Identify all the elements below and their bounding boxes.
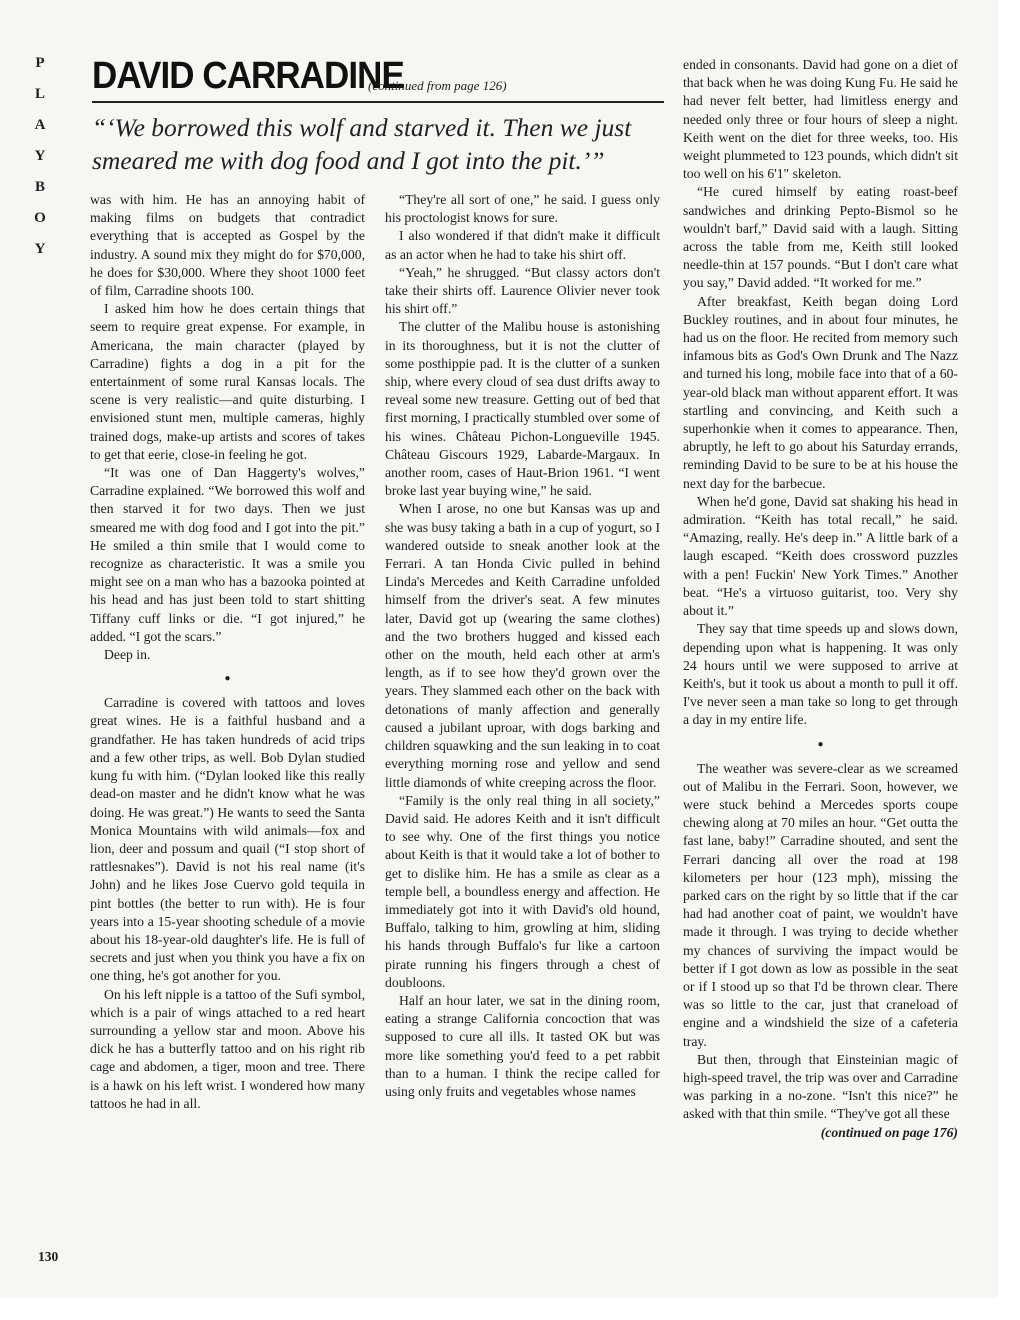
side-letter: Y <box>34 148 46 164</box>
continued-on-note: (continued on page 176) <box>820 1124 958 1140</box>
paragraph: On his left nipple is a tattoo of the Sufi symbol, which is a pair of wings attached to a red heart surrounding a yellow star and moon. Above his dick he has a butterfly tattoo and on his right rib cage and abdomen, a tiger, moon and tree. There is a hawk on his left wrist. I wondered how many tattoos he had in all. <box>90 986 365 1111</box>
paragraph: When he'd gone, David sat shaking his head in admiration. “Keith has total recall,” he said. “Amazing, really. He's deep in.” A little bark of a laugh escaped. “Keith does crossword puzzles with a pen! Fuckin' New York Times.” Another beat. “He's a virtuoso guitarist, too. Very shy about it.” <box>683 493 958 619</box>
paragraph: “Yeah,” he shrugged. “But classy actors don't take their shirts off. Laurence Olivier never took his shirt off.” <box>385 264 660 317</box>
paragraph: The weather was severe-clear as we screamed out of Malibu in the Ferrari. Soon, however, we were stuck behind a Mercedes sports coupe chewing along at 70 miles an hour. “Get outta the fast lane, baby!” Carradine shouted, and sent the Ferrari dancing all over the road at 198 kilometers per hour (123 mph), missing the parked cars on the right by so little that if the car had had another coat of paint, we wouldn't have made it through. I was trying to decide whether my chances of surviving the impact would be better if I got down as low as possible in the seat or if I stood up so that I'd be thrown clear. There was so little to the car, just that craneload of engine and a windshield the size of a cafeteria tray. <box>683 760 958 1049</box>
pull-quote: “‘We borrowed this wolf and starved it. Then we just smeared me with dog food and I got into the pit.’” <box>92 113 632 175</box>
paragraph: After breakfast, Keith began doing Lord Buckley routines, and in about four minutes, he had us on the floor. He recited from memory such infamous bits as God's Own Drunk and The Nazz and turned his long, mobile face into that of a 60-year-old black man without apparent effort. It was startling and convincing, and Keith such a superhonkie when it comes to appearance. Then, abruptly, he left to go about his Saturday errands, reminding David to be sure to be at his house the next day for the barbecue. <box>683 293 958 491</box>
side-letter: P <box>35 55 45 71</box>
paragraph: I asked him how he does certain things that seem to require great expense. For example, in Americana, the main character (played by Carradine) fights a dog in a pit for the entertainment of some rural Kansas locals. The scene is very realistic—and quite disturbing. I envisioned stunt men, multiple cameras, highly trained dogs, make-up artists and scores of takes to get that eerie, close-in feeling he got. <box>90 301 365 462</box>
text-column-2 <box>385 191 660 1101</box>
page-number: 130 <box>38 1249 59 1264</box>
paragraph: I also wondered if that didn't make it difficult as an actor when he had to take his shirt off. <box>385 228 660 262</box>
paragraph: “They're all sort of one,” he said. I guess only his proctologist knows for sure. <box>385 192 660 226</box>
side-letter: A <box>34 117 46 133</box>
paragraph: “It was one of Dan Haggerty's wolves,” Carradine explained. “We borrowed this wolf and then starved it for two days. Then we just smeared me with dog food and I got into the pit.” He smiled a thin smile that I would come to recognize as characteristic. It was a smile you might see on a man who has a bazooka pointed at his head and has just been told to start shitting Tiffany cuff links or die. “I got injured,” he added. “I got the scars.” <box>90 465 365 644</box>
scan-border-bottom <box>0 1298 1020 1320</box>
paragraph: Half an hour later, we sat in the dining room, eating a strange California concoction that was supposed to cure all ills. It tasted OK but was more like something you'd feed to a pet rabbit than to a human. I think the recipe called for using only fruits and vegetables whose names <box>385 992 660 1099</box>
paragraph: ended in consonants. David had gone on a diet of that back when he was doing Kung Fu. He said he had never felt better, had limitless energy and needed only three or four hours of sleep a night. Keith went on the diet for three weeks, too. His weight plummeted to 123 pounds, which didn't sit too well on his 6'1" skeleton. <box>683 57 958 182</box>
side-letter: Y <box>34 241 46 257</box>
paragraph: was with him. He has an annoying habit of making films on budgets that contradict everything that is accepted as Gospel by the industry. A sound mix they might do for $70,000, he does for $30,000. Where they shoot 1000 feet of film, Carradine shoots 100. <box>90 192 365 299</box>
side-letter: O <box>34 210 46 226</box>
paragraph: When I arose, no one but Kansas was up and she was busy taking a bath in a cup of yogurt, so I wandered outside to sneak another look at the Ferrari. A tan Honda Civic pulled in behind Linda's Mercedes and Keith Carradine unfolded himself from the driver's seat. A few minutes later, David got up (wearing the same clothes) and the two brothers hugged and kissed each other on the mouth, held each other at arm's length, as if to see how they'd grown over the years. They slammed each other on the back with detonations of manly affection and generally caused a jubilant uproar, with dogs barking and children squawking and the sun leaking in to coat everything morning rose and yellow and send little diamonds of white creeping across the floor. <box>385 501 660 790</box>
section-separator: ● <box>224 673 231 685</box>
paragraph: They say that time speeds up and slows down, depending upon what is happening. It was only 24 hours until we were supposed to arrive at Keith's, but it took us about a month to pull it off. I've never seen a man take so long to get through a day in my entire life. <box>683 621 958 728</box>
paragraph: Deep in. <box>104 647 151 663</box>
paragraph: “Family is the only real thing in all society,” David said. He adores Keith and it isn't difficult to see why. One of the first things you notice about Keith is that it would take a lot of bother to get to dislike him. He has a smile as clear as a temple bell, a boundless energy and affection. He immediately got into it with David's old hound, Buffalo, talking to him, growling at him, sliding his hands through Buffalo's fur like a cartoon pirate running his fingers through a chest of doubloons. <box>385 792 660 990</box>
article-title: DAVID CARRADINE <box>92 55 404 97</box>
paragraph: The clutter of the Malibu house is astonishing in its thoroughness, but it is not the clutter of some posthippie pad. It is the clutter of a sunken ship, where every cloud of sea dust drifts away to reveal some new treasure. Getting out of bed that first morning, I practically stumbled over some of his wines. Château Pichon-Longueville 1945. Château Giscours 1929, Labarde-Margaux. In another room, cases of Haut-Brion 1961. “I went broke last year buying wine,” he said. <box>385 319 660 499</box>
text-column-1 <box>90 191 365 1113</box>
side-letter: B <box>34 179 45 195</box>
text-column-3 <box>683 56 958 1142</box>
continued-from-note: (continued from page 126) <box>368 78 507 93</box>
side-letter: L <box>34 86 45 102</box>
header-rule <box>92 101 664 103</box>
scan-border-right <box>998 0 1020 1320</box>
section-separator: ● <box>817 738 824 750</box>
article-header <box>92 55 662 101</box>
magazine-side-title <box>28 48 52 265</box>
paragraph: Carradine is covered with tattoos and loves great wines. He is a faithful husband and a grandfather. He has taken hundreds of acid trips and a few other trips, as well. Bob Dylan studied kung fu with him. (“Dylan looked like this really dead-on master and he didn't know what he was doing. He was great.”) He wants to seed the Santa Monica Mountains with wild animals—fox and lion, deer and possum and quail (“I stop short of rattlesnakes”). David is not his real name (it's John) and he likes Jose Cuervo gold tequila in pint bottles (the better to run with). He is four years into a 15-year shooting schedule of a movie about his 18-year-old daughter's life. He is full of secrets and just when you think you have a fix on one thing, he's got another for you. <box>90 695 365 984</box>
paragraph: “He cured himself by eating roast-beef sandwiches and drinking Pepto-Bismol so he wouldn't barf,” David said with a laugh. Sitting across the table from me, Keith still looked needle-thin at 157 pounds. “But I don't care what you say,” David added. “It worked for me.” <box>683 184 958 291</box>
paragraph: But then, through that Einsteinian magic of high-speed travel, the trip was over and Carradine was parking in a no-zone. “Isn't this nice?” he asked with that thin smile. “They've got all these <box>683 1051 958 1122</box>
